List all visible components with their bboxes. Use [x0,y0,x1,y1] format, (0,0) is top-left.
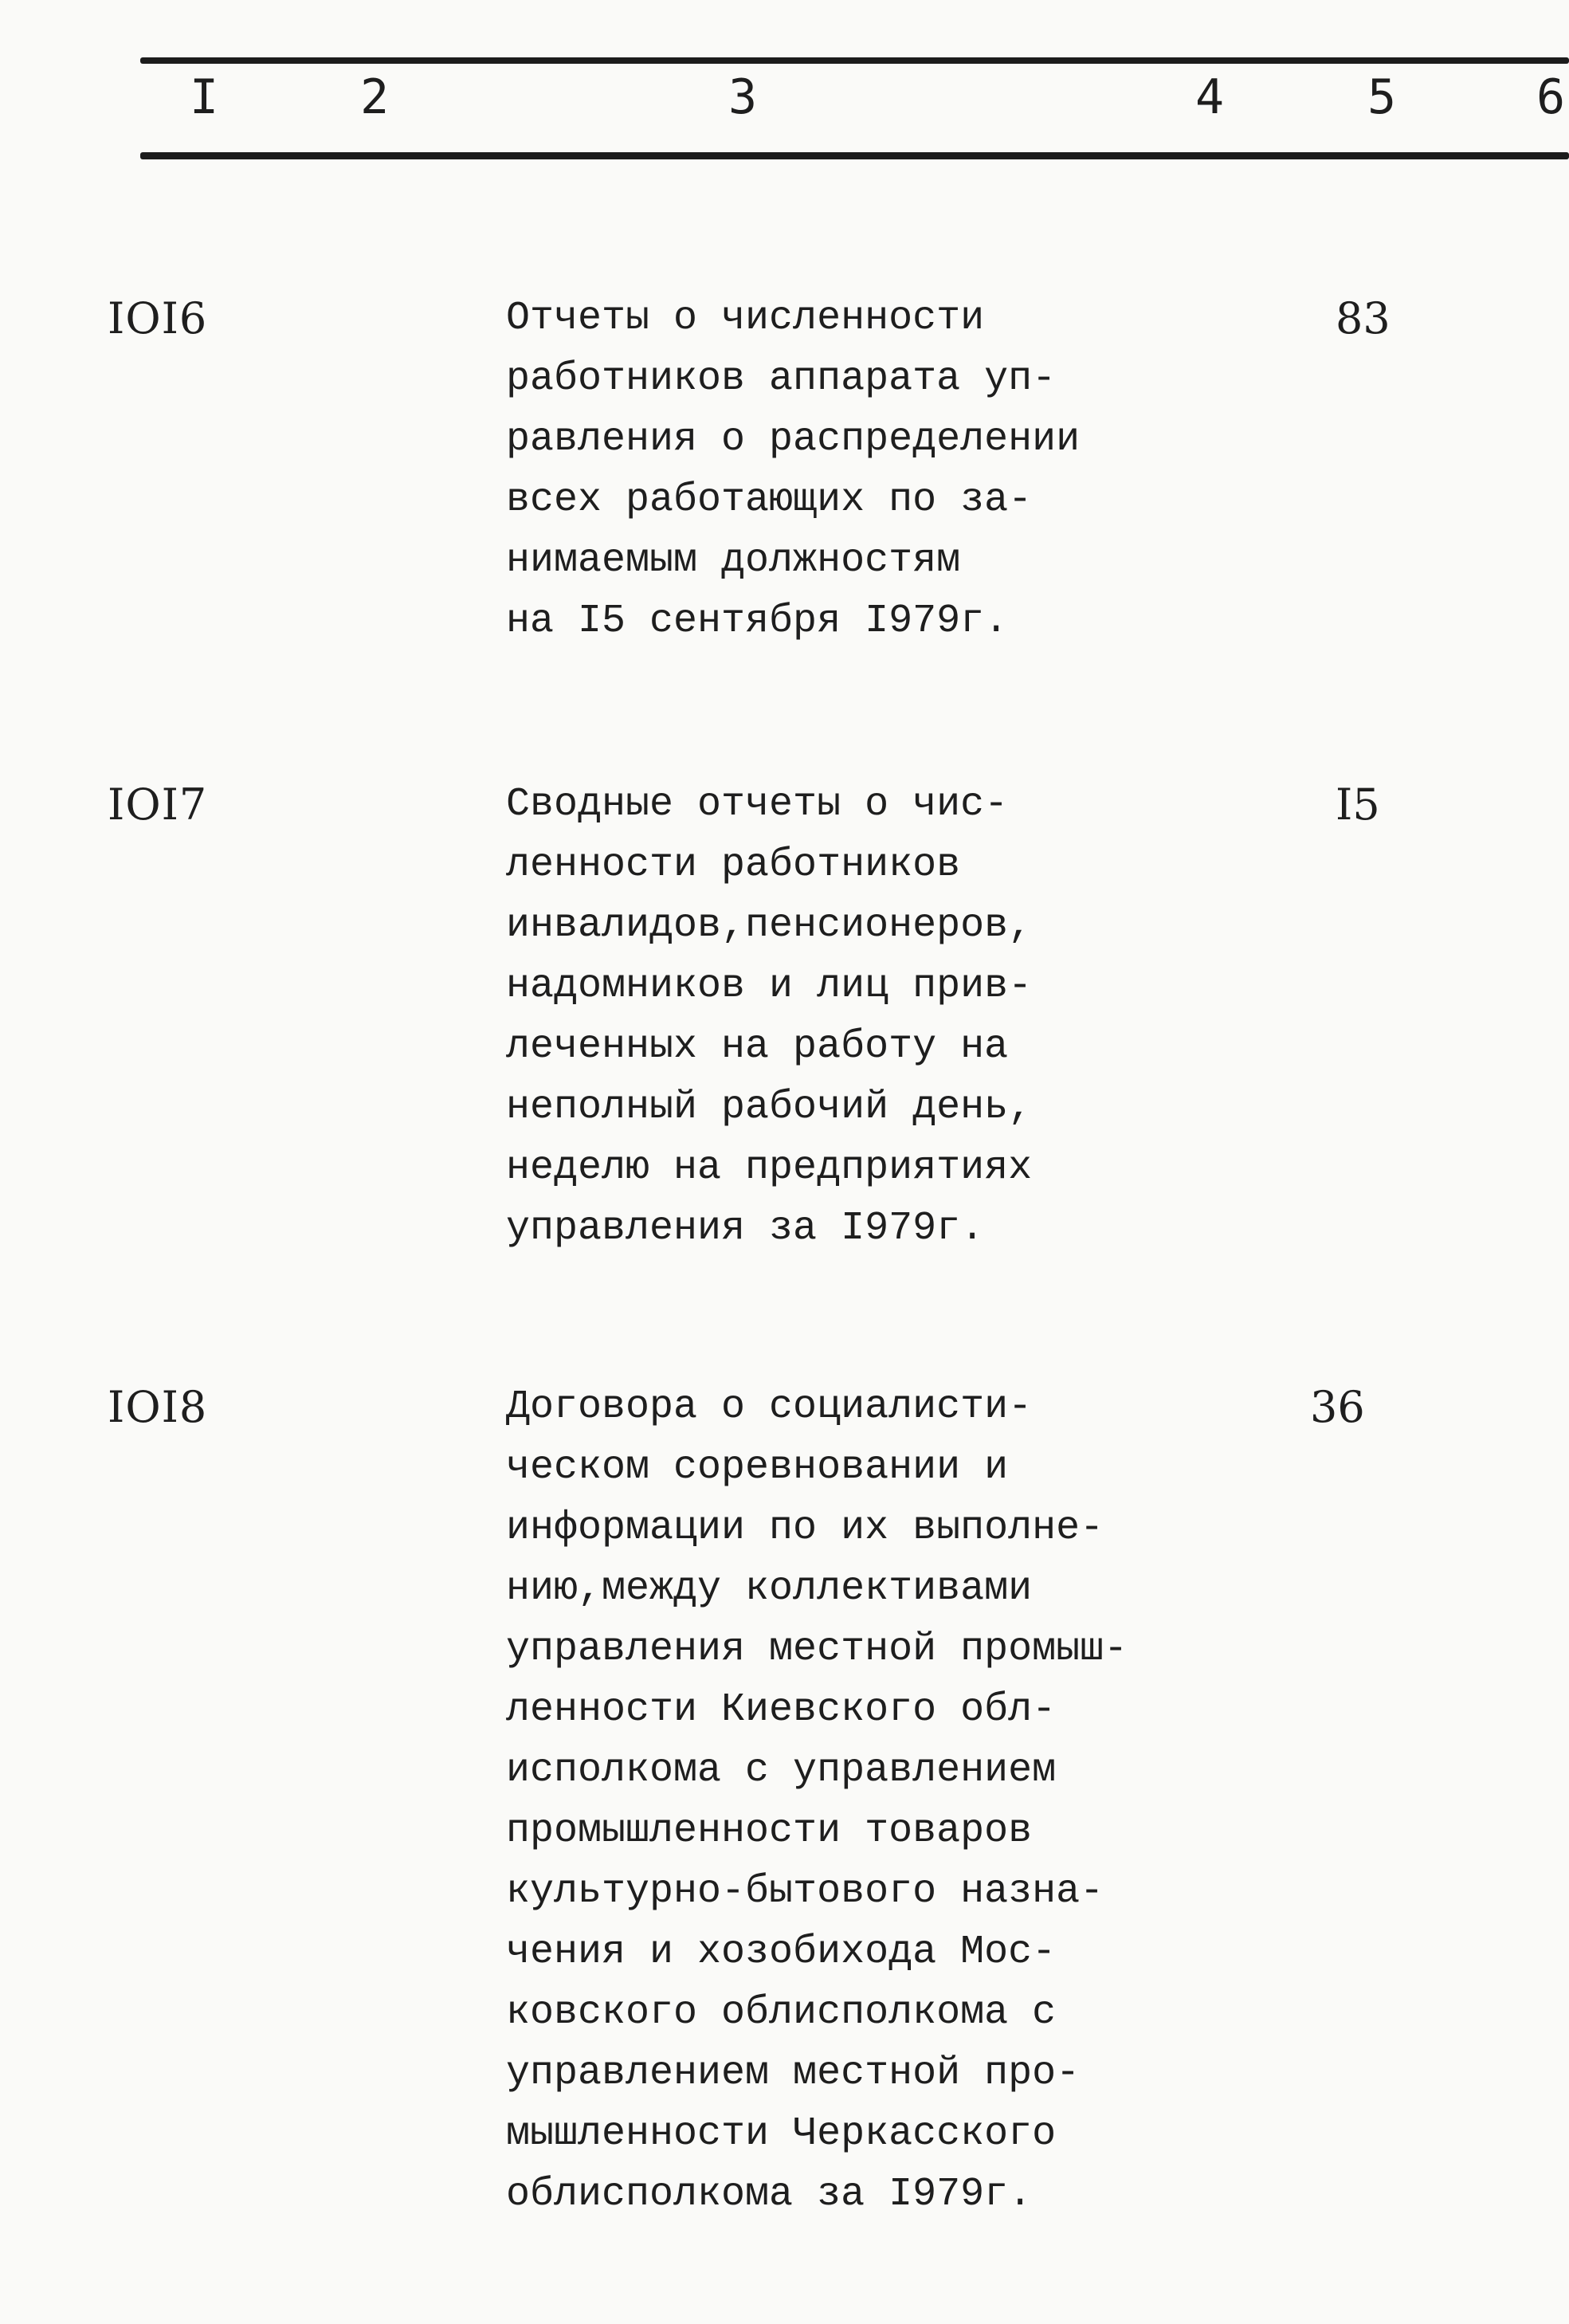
entry-description [506,775,1167,1259]
description-line: ленности работников [506,842,961,888]
entry-sheet-count: 36 [1310,1382,1365,1432]
description-line: неделю на предприятиях [506,1145,1033,1191]
description-line: ковского облисполкома с [506,1990,1057,2035]
description-line: ленности Киевского обл- [506,1687,1057,1733]
header-bottom-rule [140,152,1569,159]
column-number-1: I [190,69,219,125]
description-line: исполкома с управлением [506,1748,1057,1793]
description-line: чения и хозобихода Мос- [506,1929,1057,1975]
description-line: культурно-бытового назна- [506,1869,1104,1914]
description-line: нимаемым должностям [506,538,961,583]
description-line: на I5 сентября I979г. [506,599,1009,644]
description-line: Договора о социалисти- [506,1384,1033,1430]
entry-description [506,289,1167,652]
description-line: промышленности товаров [506,1808,1033,1854]
column-number-6: 6 [1536,69,1566,125]
description-line: работников аппарата уп- [506,356,1057,402]
column-number-4: 4 [1195,69,1225,125]
description-line: нию,между коллективами [506,1566,1033,1611]
entry-number: IOI7 [108,779,208,830]
description-line: инвалидов,пенсионеров, [506,903,1033,948]
description-line: всех работающих по за- [506,477,1033,523]
description-line: равления о распределении [506,417,1081,462]
description-line: мышленности Черкасского [506,2111,1057,2157]
description-line: управлением местной про- [506,2051,1081,2096]
description-line: Сводные отчеты о чис- [506,782,1009,827]
column-number-5: 5 [1367,69,1397,125]
column-number-3: 3 [728,69,758,125]
entry-number: IOI6 [108,293,208,343]
entry-number: IOI8 [108,1382,208,1432]
description-line: Отчеты о численности [506,296,985,341]
entry-sheet-count: 83 [1336,293,1391,343]
description-line: неполный рабочий день, [506,1085,1033,1130]
description-line: облисполкома за I979г. [506,2172,1033,2217]
header-top-rule [140,57,1569,64]
entry-description [506,1377,1167,2225]
column-number-2: 2 [360,69,390,125]
description-line: леченных на работу на [506,1024,1009,1070]
description-line: управления за I979г. [506,1206,985,1251]
entry-sheet-count: I5 [1336,779,1380,830]
description-line: ческом соревновании и [506,1445,1009,1490]
description-line: надомников и лиц прив- [506,964,1033,1009]
description-line: информации по их выполне- [506,1505,1104,1551]
description-line: управления местной промыш- [506,1627,1128,1672]
